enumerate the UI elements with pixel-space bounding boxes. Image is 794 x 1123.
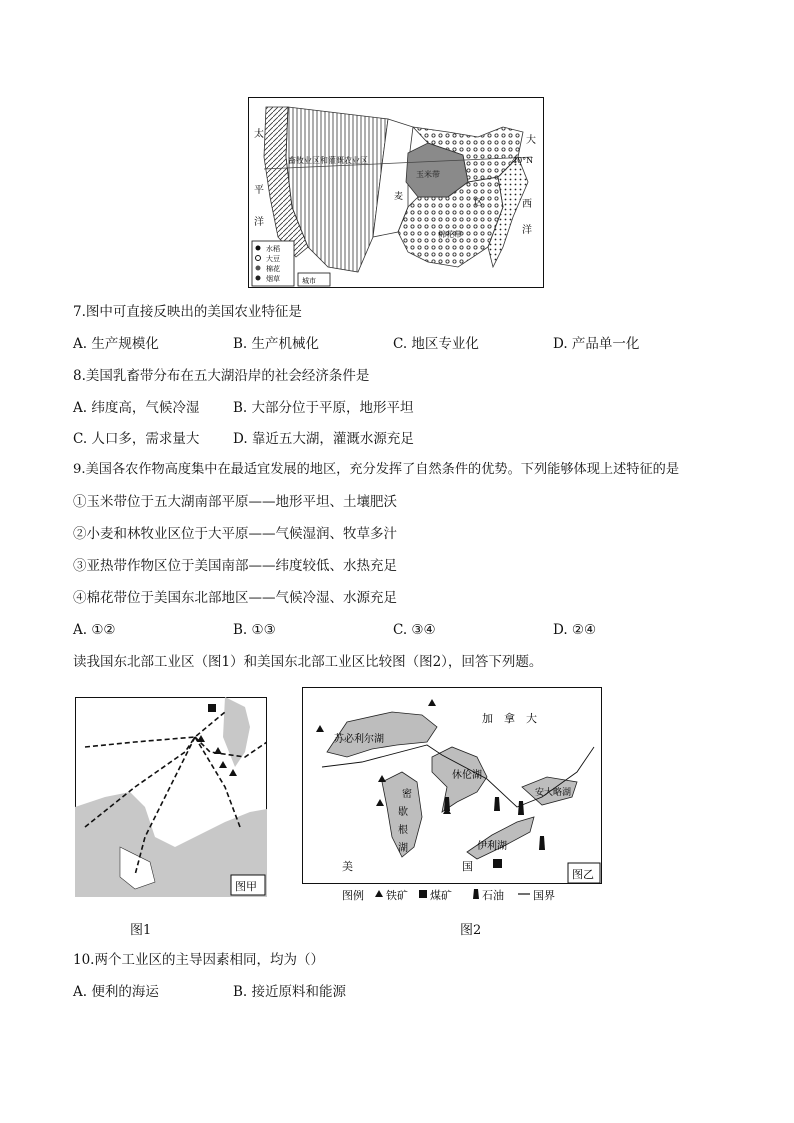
svg-text:苏必利尔湖: 苏必利尔湖 — [334, 734, 384, 745]
figure-1-ne-china-map — [75, 697, 267, 897]
legend-rice: 水稻 — [266, 245, 280, 253]
q9-statement-1: ①玉米带位于五大湖南部平原——地形平坦、土壤肥沃 — [73, 494, 397, 510]
legend-soybean: 大豆 — [266, 255, 280, 263]
q9-stem: 9.美国各农作物高度集中在最适宜发展的地区，充分发挥了自然条件的优势。下列能够体现上述特征的是 — [73, 462, 680, 477]
svg-text:太: 太 — [254, 129, 264, 140]
q8-option-d[interactable]: D. 靠近五大湖，灌溉水源充足 — [233, 431, 414, 447]
q8-option-a[interactable]: A. 纬度高，气候冷湿 — [73, 400, 200, 416]
q7-option-d[interactable]: D. 产品单一化 — [553, 336, 640, 352]
figure-1-caption: 图1 — [130, 923, 152, 938]
svg-text:40°N: 40°N — [512, 156, 534, 165]
svg-text:大: 大 — [526, 135, 536, 146]
svg-text:区: 区 — [474, 198, 484, 208]
q9-statement-3: ③亚热带作物区位于美国南部——纬度较低、水热充足 — [73, 558, 397, 574]
svg-text:图例: 图例 — [342, 889, 364, 902]
legend-city: 城市 — [302, 277, 316, 285]
q9-option-c[interactable]: C. ③④ — [393, 622, 436, 638]
q10-option-a[interactable]: A. 便利的海运 — [73, 984, 159, 1000]
svg-text:石油: 石油 — [482, 889, 504, 902]
svg-text:伊利湖: 伊利湖 — [477, 841, 507, 852]
figure-2-inner-label: 图乙 — [572, 868, 594, 881]
q7-stem: 7.图中可直接反映出的美国农业特征是 — [73, 304, 302, 320]
svg-text:畜牧业区和灌溉农业区: 畜牧业区和灌溉农业区 — [288, 156, 368, 165]
q9-option-d[interactable]: D. ②④ — [553, 622, 597, 638]
svg-text:棉花带: 棉花带 — [438, 230, 462, 239]
q10-option-b[interactable]: B. 接近原料和能源 — [233, 984, 347, 1000]
q7-option-a[interactable]: A. 生产规模化 — [73, 336, 159, 352]
svg-text:安大略湖: 安大略湖 — [535, 788, 572, 798]
q8-option-b[interactable]: B. 大部分位于平原，地形平坦 — [233, 400, 414, 416]
legend-tobacco: 烟草 — [266, 275, 280, 283]
svg-text:国界: 国界 — [533, 889, 555, 902]
q7-option-c[interactable]: C. 地区专业化 — [393, 336, 479, 352]
figure-2-caption: 图2 — [460, 923, 482, 938]
figure-1-inner-label: 图甲 — [235, 880, 257, 893]
svg-text:西: 西 — [522, 199, 532, 210]
q9-option-b[interactable]: B. ①③ — [233, 622, 276, 638]
svg-text:铁矿: 铁矿 — [386, 889, 408, 902]
coal-mine-marker — [208, 704, 216, 712]
svg-text:洋: 洋 — [254, 217, 264, 228]
q9-statement-2: ②小麦和林牧业区位于大平原——气候湿润、牧草多汁 — [73, 526, 397, 542]
q8-stem: 8.美国乳畜带分布在五大湖沿岸的社会经济条件是 — [73, 368, 370, 384]
q7-option-b[interactable]: B. 生产机械化 — [233, 336, 320, 352]
q8-option-c[interactable]: C. 人口多，需求量大 — [73, 431, 200, 447]
reading-intro: 读我国东北部工业区（图1）和美国东北部工业区比较图（图2），回答下列题。 — [73, 654, 543, 670]
svg-text:加 拿 大: 加 拿 大 — [482, 712, 537, 725]
svg-text:玉米带: 玉米带 — [416, 170, 440, 179]
svg-text:国: 国 — [462, 860, 473, 873]
legend-cotton: 棉花 — [266, 265, 280, 273]
q9-statement-4: ④棉花带位于美国东北部地区——气候冷湿、水源充足 — [73, 590, 397, 606]
svg-text:根: 根 — [398, 825, 408, 836]
svg-text:休伦湖: 休伦湖 — [452, 770, 482, 781]
q10-stem: 10.两个工业区的主导因素相同，均为（） — [73, 952, 324, 968]
svg-text:平: 平 — [254, 185, 264, 196]
q9-option-a[interactable]: A. ①② — [73, 622, 116, 638]
svg-text:湖: 湖 — [398, 843, 408, 854]
svg-text:麦: 麦 — [394, 192, 404, 202]
svg-text:歇: 歇 — [398, 807, 408, 818]
svg-text:煤矿: 煤矿 — [430, 889, 452, 902]
figure-2-great-lakes-map — [302, 687, 602, 907]
svg-text:洋: 洋 — [522, 225, 532, 236]
svg-text:密: 密 — [402, 789, 412, 800]
us-agriculture-map — [248, 97, 544, 288]
svg-text:美: 美 — [342, 860, 353, 873]
